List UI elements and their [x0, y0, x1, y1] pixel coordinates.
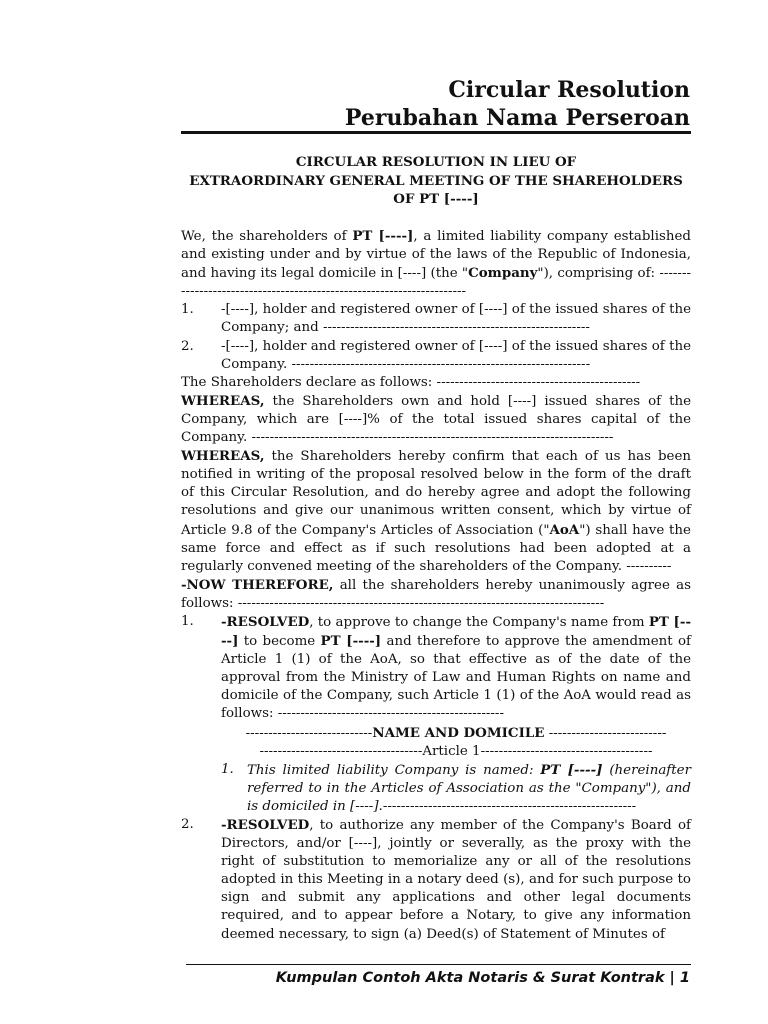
article-number-line: ------------------------------------Article 1-------------------------------------- [259, 743, 653, 759]
document-header-title: Circular Resolution [448, 77, 690, 103]
document-body [181, 227, 691, 944]
now-therefore-paragraph: -NOW THEREFORE, all the shareholders hereby unanimously agree as follows: --------------------------------------------------------------------------------- [181, 576, 691, 611]
whereas-paragraph-2: WHEREAS, the Shareholders hereby confirm that each of us has been notified in writing of the proposal resolved below in the form of the draft of this Circular Resolution, and do hereby agree and adopt the following resolutions and give our unanimous written consent, which by virtue of Article 9.8 of the Company's Articles of Association ("AoA") shall have the same force and effect as if such resolutions had been adopted at a regularly convened meeting of the shareholders of the Company. ---------- [181, 448, 691, 574]
article-sub-item: 1. This limited liability Company is named: PT [----] (hereinafter referred to in the Articles of Association as the "Company"), and is domiciled in [----].-------------------------------------------------------- [221, 761, 691, 814]
title-line-3: OF PT [----] [393, 191, 479, 207]
declare-line: The Shareholders declare as follows: --------------------------------------------- [181, 374, 641, 390]
header-rule [181, 131, 691, 134]
shareholder-item: 1. -[----], holder and registered owner of [----] of the issued shares of the Company; and ----------------------------------------------------------- [181, 302, 691, 336]
intro-paragraph: We, the shareholders of PT [----], a limited liability company established and existing under and by virtue of the laws of the Republic of Indonesia, and having its legal domicile in [----] (the "Company"), comprising of: ---------------------------------------------------------------------- [181, 228, 691, 300]
title-line-1: CIRCULAR RESOLUTION IN LIEU OF [295, 154, 577, 170]
article-heading: ----------------------------NAME AND DOMICILE -------------------------- [245, 724, 667, 741]
document-header-subtitle: Perubahan Nama Perseroan [344, 105, 690, 131]
shareholder-item: 2. -[----], holder and registered owner of [----] of the issued shares of the Company. ------------------------------------------------------------------ [181, 338, 691, 372]
page-footer: Kumpulan Contoh Akta Notaris & Surat Kontrak | 1 [275, 970, 690, 986]
title-line-2: EXTRAORDINARY GENERAL MEETING OF THE SHAREHOLDERS [189, 173, 683, 189]
resolution-item-2: 2. -RESOLVED, to authorize any member of the Company's Board of Directors, and/or [----], jointly or severally, as the proxy with the right of substitution to memorialize any or all of the resolutions adopted in this Meeting in a notary deed (s), and for such purpose to sign and submit any applications and other legal documents required, and to appear before a Notary, to give any information deemed necessary, to sign (a) Deed(s) of Statement of Minutes of [181, 817, 691, 942]
footer-rule [186, 964, 691, 965]
article-block [181, 724, 691, 816]
resolution-item-1: 1. -RESOLVED, to approve to change the Company's name from PT [----] to become PT [----] and therefore to approve the amendment of Article 1 (1) of the AoA, so that effective as of the date of the approval from the Ministry of Law and Human Rights on name and domicile of the Company, such Article 1 (1) of the AoA would read as follows: -------------------------------------------------- [181, 613, 691, 722]
whereas-paragraph-1: WHEREAS, the Shareholders own and hold [----] issued shares of the Company, which are [----]% of the total issued shares capital of the Company. -------------------------------------------------------------------------------- [181, 392, 691, 446]
